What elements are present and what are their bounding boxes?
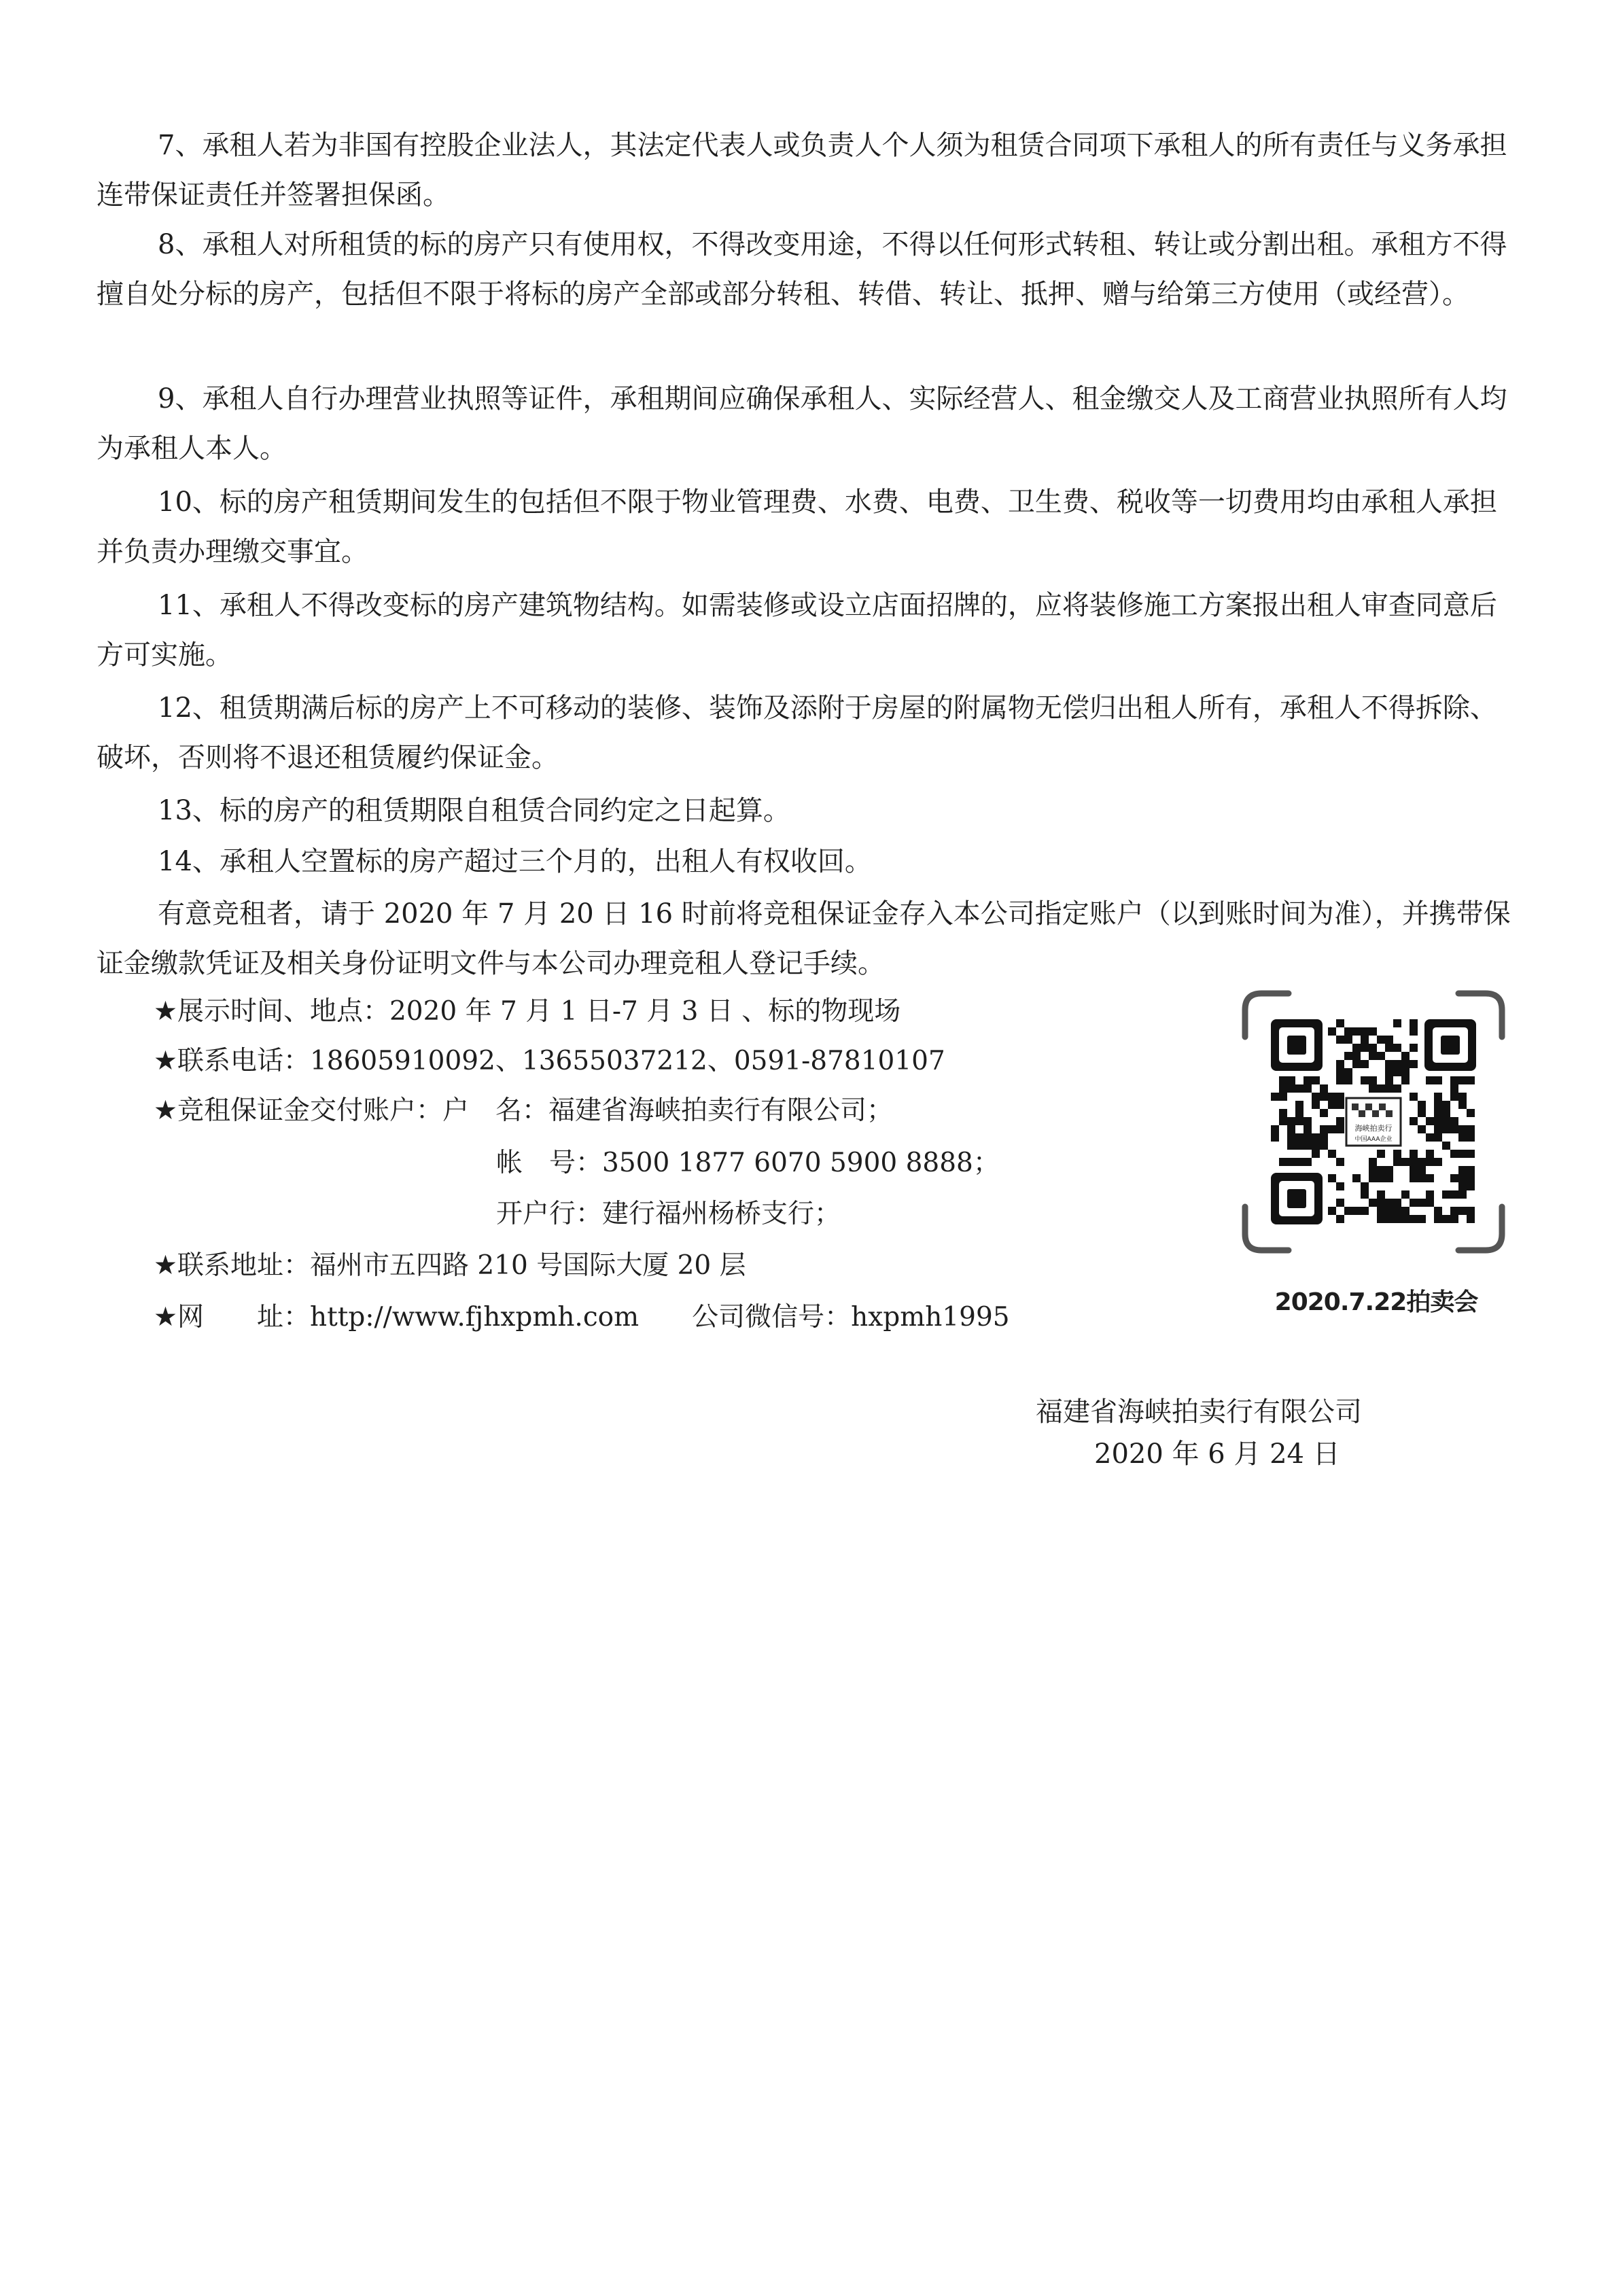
star-icon: ★	[154, 1046, 177, 1076]
clause-13: 13、标的房产的租赁期限自租赁合同约定之日起算。	[158, 795, 790, 826]
qr-code-icon[interactable]	[1241, 989, 1506, 1254]
clause-8: 8、承租人对所租赁的标的房产只有使用权，不得改变用途，不得以任何形式转租、转让或分割出租。承租方不得擅自处分标的房产，包括但不限于将标的房产全部或部分转租、转借、转让、抵押、赠与给第三方使用（或经营）。	[97, 229, 1507, 310]
bank-branch: 开户行：建行福州杨桥支行；	[496, 1199, 841, 1229]
clause-11: 11、承租人不得改变标的房产建筑物结构。如需装修或设立店面招牌的，应将装修施工方案报出租人审查同意后方可实施。	[97, 590, 1497, 671]
clause-14: 14、承租人空置标的房产超过三个月的，出租人有权收回。	[158, 846, 872, 877]
clause-10: 10、标的房产租赁期间发生的包括但不限于物业管理费、水费、电费、卫生费、税收等一切费用均由承租人承担并负责办理缴交事宜。	[97, 487, 1497, 567]
star-icon: ★	[154, 1095, 177, 1126]
website-info: ★网 址：http://www.fjhxpmh.com 公司微信号：hxpmh1995	[154, 1302, 1010, 1332]
clause-12: 12、租赁期满后标的房产上不可移动的装修、装饰及添附于房屋的附属物无偿归出租人所有，承租人不得拆除、破坏，否则将不退还租赁履约保证金。	[97, 692, 1497, 773]
signature-date: 2020 年 6 月 24 日	[1094, 1438, 1340, 1470]
address-info: ★联系地址：福州市五四路 210 号国际大厦 20 层	[154, 1250, 746, 1281]
star-icon: ★	[154, 996, 177, 1027]
star-icon: ★	[154, 1302, 177, 1332]
star-icon: ★	[154, 1250, 177, 1281]
phone-info: ★联系电话：18605910092、13655037212、0591-87810107	[154, 1046, 945, 1076]
clause-7: 7、承租人若为非国有控股企业法人，其法定代表人或负责人个人须为租赁合同项下承租人的所有责任与义务承担连带保证责任并签署担保函。	[97, 130, 1507, 211]
exhibition-info: ★展示时间、地点：2020 年 7 月 1 日-7 月 3 日 、标的物现场	[154, 996, 901, 1027]
clause-9: 9、承租人自行办理营业执照等证件，承租期间应确保承租人、实际经营人、租金缴交人及工商营业执照所有人均为承租人本人。	[97, 383, 1507, 464]
svg-text:海峡拍卖行: 海峡拍卖行	[1354, 1124, 1393, 1133]
account-info: ★竞租保证金交付账户：户 名：福建省海峡拍卖行有限公司；	[154, 1095, 893, 1126]
company-signature: 福建省海峡拍卖行有限公司	[1036, 1396, 1362, 1428]
svg-text:中国AAA企业: 中国AAA企业	[1354, 1136, 1393, 1143]
registration-notice: 有意竞租者，请于 2020 年 7 月 20 日 16 时前将竞租保证金存入本公司指定账户（以到账时间为准），并携带保证金缴款凭证及相关身份证明文件与本公司办理竞租人登记手续。	[97, 898, 1511, 979]
qr-caption: 2020.7.22拍卖会	[1274, 1288, 1478, 1316]
account-number: 帐 号：3500 1877 6070 5900 8888；	[496, 1148, 1000, 1178]
